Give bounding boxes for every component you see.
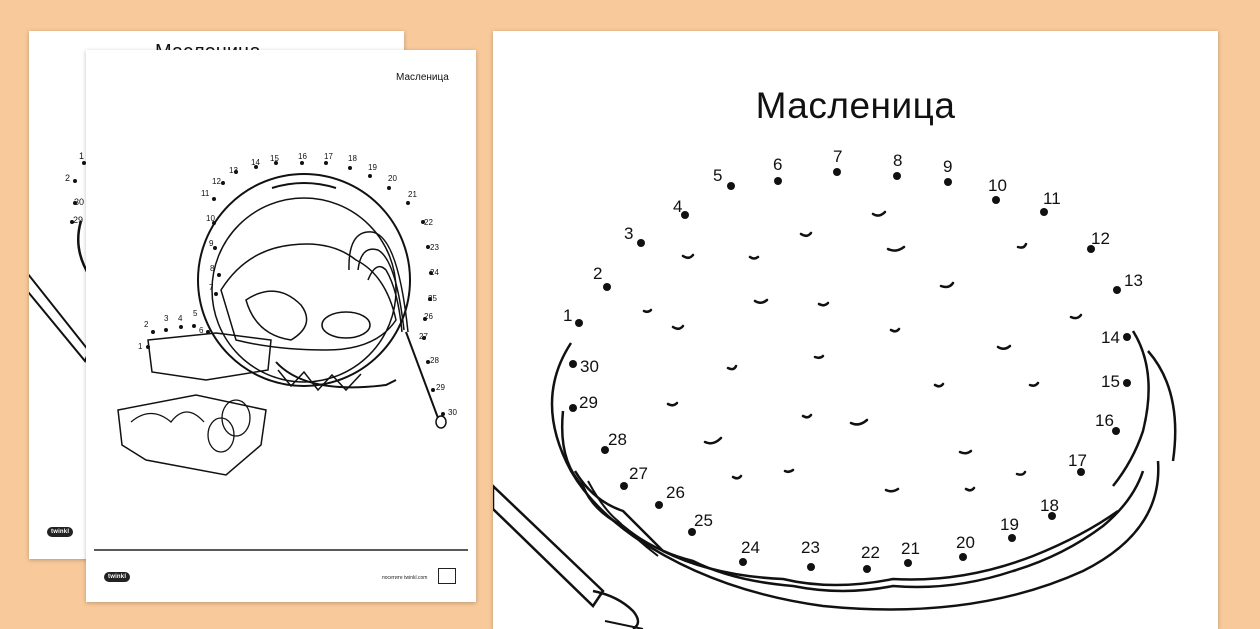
dot-number-label: 26	[666, 483, 685, 502]
dot-number-label: 30	[580, 357, 599, 376]
connect-dot	[774, 177, 782, 185]
dot-number-label: 25	[694, 511, 713, 530]
connect-dot	[569, 404, 577, 412]
dot-number-label: 13	[229, 166, 238, 175]
dot-number-label: 24	[430, 268, 439, 277]
dot-number-label: 23	[801, 538, 820, 557]
dot-number-label: 16	[298, 152, 307, 161]
dot-number-label: 26	[424, 312, 433, 321]
connect-dot	[603, 283, 611, 291]
dot-number-label: 4	[178, 314, 183, 323]
connect-dot	[959, 553, 967, 561]
connect-dot	[1123, 333, 1131, 341]
dot-number-label: 1	[79, 151, 85, 161]
dot-number-label: 10	[206, 214, 215, 223]
connect-dot	[727, 182, 735, 190]
worksheet-title: Масленица	[396, 72, 449, 83]
twinkl-logo: twinkl	[47, 527, 73, 537]
dot-number-label: 1	[138, 342, 143, 351]
connect-dot	[212, 197, 216, 201]
dot-number-label: 4	[673, 197, 683, 216]
dot-number-label: 14	[251, 158, 260, 167]
connect-dot	[863, 565, 871, 573]
dot-number-label: 11	[201, 189, 210, 198]
dot-number-label: 24	[741, 538, 760, 557]
dot-number-label: 5	[713, 166, 723, 185]
connect-dot	[213, 246, 217, 250]
connect-dot	[1040, 208, 1048, 216]
connect-dot	[431, 388, 435, 392]
connect-dot	[637, 239, 645, 247]
dot-number-label: 22	[861, 543, 880, 562]
connect-dot	[206, 330, 210, 334]
dot-number-label: 27	[629, 464, 648, 483]
connect-dot	[1123, 379, 1131, 387]
dot-number-label: 16	[1095, 411, 1114, 430]
dot-number-label: 28	[608, 430, 627, 449]
connect-dot	[406, 201, 410, 205]
connect-dot	[807, 563, 815, 571]
dot-number-label: 21	[408, 190, 417, 199]
connect-dot	[739, 558, 747, 566]
dot-number-label: 10	[988, 176, 1007, 195]
worksheet-thumbnail-front[interactable]	[86, 50, 476, 602]
dot-number-label: 8	[210, 264, 215, 273]
connect-dot	[893, 172, 901, 180]
dot-number-label: 30	[74, 197, 85, 207]
worksheet-title: Масленица	[755, 85, 956, 126]
connect-dot	[214, 292, 218, 296]
dot-number-label: 17	[1068, 451, 1087, 470]
connect-dot	[146, 345, 150, 349]
dot-number-label: 28	[430, 356, 439, 365]
dot-number-label: 27	[419, 332, 428, 341]
connect-dot	[221, 181, 225, 185]
dot-number-label: 2	[65, 173, 71, 183]
connect-dot	[300, 161, 304, 165]
dot-number-label: 7	[209, 283, 214, 292]
dot-number-label: 30	[448, 408, 457, 417]
connect-dot	[441, 412, 445, 416]
dot-number-label: 7	[833, 147, 843, 166]
dot-number-label: 20	[956, 533, 975, 552]
dot-number-label: 15	[270, 154, 279, 163]
connect-dot	[73, 179, 77, 183]
connect-dot	[151, 330, 155, 334]
dot-number-label: 5	[193, 309, 198, 318]
dot-number-label: 15	[1101, 372, 1120, 391]
dot-number-label: 6	[773, 155, 783, 174]
dot-number-label: 13	[1124, 271, 1143, 290]
connect-dot	[179, 325, 183, 329]
connect-dot	[324, 161, 328, 165]
rating-badge-icon	[438, 568, 456, 584]
dot-number-label: 2	[144, 320, 149, 329]
connect-dot	[992, 196, 1000, 204]
dot-number-label: 1	[563, 306, 573, 325]
worksheet-main[interactable]	[493, 31, 1218, 629]
twinkl-logo: twinkl	[104, 572, 130, 582]
dot-number-label: 12	[1091, 229, 1110, 248]
dot-number-label: 11	[1043, 189, 1061, 208]
connect-dot	[1008, 534, 1016, 542]
dot-number-label: 12	[212, 177, 221, 186]
dot-number-label: 23	[430, 243, 439, 252]
dot-number-label: 20	[388, 174, 397, 183]
dot-number-label: 18	[348, 154, 357, 163]
dot-number-label: 8	[893, 151, 903, 170]
connect-dot	[833, 168, 841, 176]
dot-number-label: 3	[164, 314, 169, 323]
connect-dot	[620, 482, 628, 490]
connect-dot	[655, 501, 663, 509]
connect-dot	[387, 186, 391, 190]
dot-number-label: 29	[436, 383, 445, 392]
dot-number-label: 19	[1000, 515, 1019, 534]
connect-dot	[368, 174, 372, 178]
dot-number-label: 29	[73, 215, 84, 225]
connect-dot	[348, 166, 352, 170]
dot-number-label: 22	[424, 218, 433, 227]
connect-dot	[164, 328, 168, 332]
dot-number-label: 17	[324, 152, 333, 161]
footer-url: посетите twinkl.com	[382, 575, 428, 581]
connect-dot	[944, 178, 952, 186]
dot-number-label: 21	[901, 539, 920, 558]
dot-number-label: 2	[593, 264, 603, 283]
dot-number-label: 29	[579, 393, 598, 412]
dot-number-label: 18	[1040, 496, 1059, 515]
connect-dot	[217, 273, 221, 277]
dot-number-label: 14	[1101, 328, 1120, 347]
dot-number-label: 25	[428, 294, 437, 303]
dot-number-label: 3	[624, 224, 634, 243]
dot-number-label: 6	[199, 326, 204, 335]
connect-dot	[192, 324, 196, 328]
dot-number-label: 19	[368, 163, 377, 172]
connect-dot	[904, 559, 912, 567]
dot-number-label: 9	[943, 157, 953, 176]
dot-number-label: 9	[209, 239, 214, 248]
connect-dot	[569, 360, 577, 368]
connect-dot	[575, 319, 583, 327]
connect-dot	[1113, 286, 1121, 294]
